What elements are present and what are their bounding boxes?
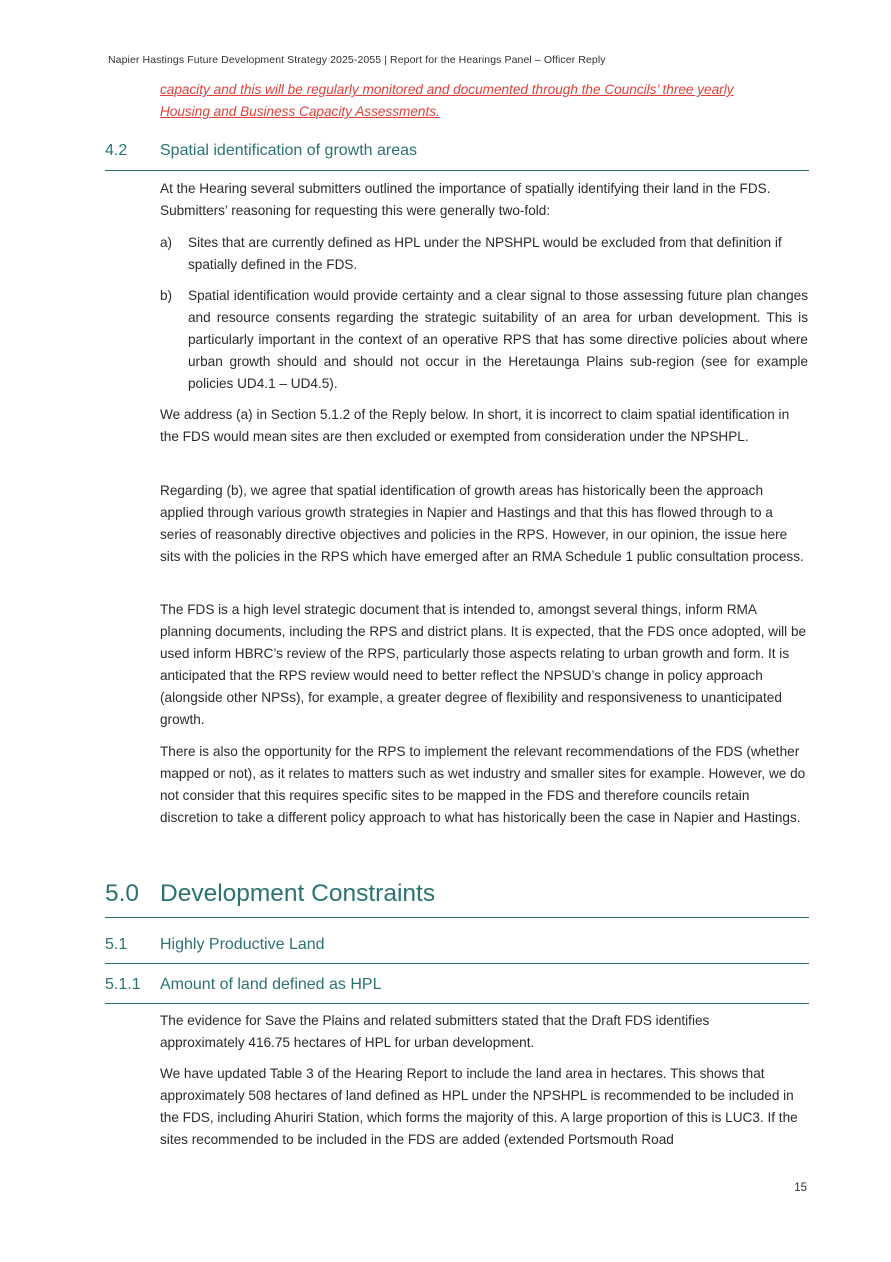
paragraph <box>160 178 808 222</box>
section-number: 5.0 <box>105 880 140 907</box>
section-heading-5-1-1 <box>105 976 809 1004</box>
section-title: Highly Productive Land <box>160 936 325 953</box>
amendment-text: capacity and this will be regularly monitored and documented through the Councils’ three yearly Housing and Business Capacity Assessments. <box>160 82 734 119</box>
section-number: 4.2 <box>105 142 128 159</box>
paragraph <box>160 1063 808 1151</box>
section-heading-5-1 <box>105 936 809 964</box>
paragraph-text: The FDS is a high level strategic document that is intended to, amongst several things, inform RMA planning documents, including the RPS and district plans. It is expected, that the FDS once adopted, will be used inform HBRC’s review of the RPS, particularly those aspects relating to urban growth and form. It is anticipated that the RPS review would need to better reflect the NPSUD’s change in policy approach (alongside other NPSs), for example, a greater degree of flexibility and responsiveness to unanticipated growth. <box>160 602 807 727</box>
list-label: a) <box>160 235 173 250</box>
paragraph-text: We address (a) in Section 5.1.2 of the Reply below. In short, it is incorrect to claim spatial identification in the FDS would mean sites are then excluded or exempted from consideration under the NPSHPL. <box>160 407 790 444</box>
list-text: Spatial identification would provide certainty and a clear signal to those assessing future plan changes and resource consents regarding the strategic suitability of an area for urban development. This is particularly important in the context of an operative RPS that has some directive policies about where urban growth should and should not occur in the Heretaunga Plains sub-region (see for example policies UD4.1 – UD4.5). <box>188 288 808 391</box>
list-text: Sites that are currently defined as HPL under the NPSHPL would be excluded from that definition if spatially defined in the FDS. <box>188 235 782 272</box>
running-header: Napier Hastings Future Development Strategy 2025-2055 | Report for the Hearings Panel – Officer Reply <box>108 54 606 66</box>
intro-amendment <box>160 79 808 123</box>
section-title: Development Constraints <box>160 880 436 907</box>
page-number: 15 <box>794 1182 807 1194</box>
paragraph <box>160 741 808 829</box>
paragraph-text: Regarding (b), we agree that spatial identification of growth areas has historically been the approach applied through various growth strategies in Napier and Hastings and that this has flowed through to a series of reasonably directive objectives and policies in the RPS. However, in our opinion, the issue here sits with the policies in the RPS which have emerged after an RMA Schedule 1 public consultation process. <box>160 483 804 564</box>
section-title: Spatial identification of growth areas <box>160 142 418 159</box>
paragraph <box>160 1010 808 1054</box>
section-number: 5.1 <box>105 936 128 953</box>
section-heading-5-0 <box>105 880 809 918</box>
paragraph <box>160 599 808 731</box>
section-number: 5.1.1 <box>105 976 141 993</box>
paragraph <box>160 480 808 568</box>
paragraph-text: The evidence for Save the Plains and related submitters stated that the Draft FDS identifies approximately 416.75 hectares of HPL for urban development. <box>160 1013 710 1050</box>
section-heading-4-2 <box>105 142 809 171</box>
paragraph-text: We have updated Table 3 of the Hearing Report to include the land area in hectares. This shows that approximately 508 hectares of land defined as HPL under the NPSHPL is recommended to be included in the FDS, including Ahuriri Station, which forms the majority of this. A large proportion of this is LUC3. If the sites recommended to be included in the FDS are added (extended Portsmouth Road <box>160 1066 798 1147</box>
paragraph <box>160 404 808 448</box>
paragraph-text: There is also the opportunity for the RPS to implement the relevant recommendations of the FDS (whether mapped or not), as it relates to matters such as wet industry and smaller sites for example. However, we do not consider that this requires specific sites to be mapped in the FDS and therefore councils retain discretion to take a different policy approach to what has historically been the case in Napier and Hastings. <box>160 744 806 825</box>
list-label: b) <box>160 288 173 303</box>
section-title: Amount of land defined as HPL <box>160 976 382 993</box>
paragraph-text: At the Hearing several submitters outlined the importance of spatially identifying their land in the FDS. Submitters’ reasoning for requesting this were generally two-fold: <box>160 181 771 218</box>
